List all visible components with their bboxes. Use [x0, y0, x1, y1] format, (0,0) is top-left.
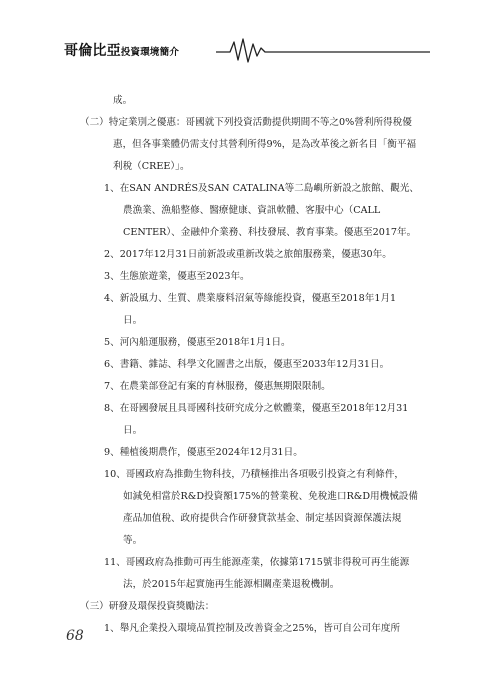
text-line: 產品加值稅、政府提供合作研發貸款基金、制定基因資源保護法規 — [123, 513, 402, 524]
text-line: 10、哥國政府為推動生物科技，乃積極推出各項吸引投資之有利條件， — [104, 469, 405, 480]
text-line: 3、生態旅遊業，優惠至2023年。 — [104, 271, 250, 282]
text-line: 惠，但各事業體仍需支付其營利所得9%，是為改革後之新名目「衡平福 — [113, 139, 417, 150]
text-line: 農漁業、漁船整修、醫療健康、資訊軟體、客服中心（CALL — [123, 205, 381, 216]
text-line: （二）特定業別之優惠：哥國就下列投資活動提供期間不等之0%營利所得稅優 — [80, 117, 412, 128]
text-line: 利稅（CREE）」。 — [113, 161, 190, 172]
page-header — [64, 36, 424, 64]
text-line: 日。 — [123, 315, 143, 326]
text-line: 2、2017年12月31日前新設或重新改裝之旅館服務業，優惠30年。 — [104, 249, 392, 260]
text-line: 7、在農業部登記有案的育林服務，優惠無期限限制。 — [104, 381, 331, 392]
text-line: 成。 — [113, 95, 133, 106]
text-line: 11、哥國政府為推動可再生能源產業，依據第1715號非得稅可再生能源 — [104, 557, 410, 568]
text-line: 等。 — [123, 535, 143, 546]
header-title-main: 哥倫比亞 — [64, 43, 121, 59]
text-line: （三）研發及環保投資獎勵法： — [80, 601, 215, 612]
text-line: 4、新設風力、生質、農業廢料沼氣等綠能投資，優惠至2018年1月1 — [104, 293, 397, 304]
text-line: 9、種植後期農作，優惠至2024年12月31日。 — [104, 447, 303, 458]
text-line: 1、在SAN ANDRÉS及SAN CATALINA等二島嶼所新設之旅館、觀光、 — [104, 183, 419, 194]
text-line: 日。 — [123, 425, 143, 436]
text-line: 5、河內船運服務，優惠至2018年1月1日。 — [104, 337, 291, 348]
heartbeat-line-icon — [216, 36, 430, 64]
text-line: 6、書籍、雜誌、科學文化圖書之出版，優惠至2033年12月31日。 — [104, 359, 390, 370]
text-line: 如減免相當於R&D投資額175%的營業稅、免稅進口R&D用機械設備 — [123, 491, 418, 502]
header-title — [64, 40, 179, 60]
page-number: 68 — [66, 628, 84, 644]
header-title-sub: 投資環境簡介 — [120, 47, 180, 58]
text-line: 1、舉凡企業投入環境品質控制及改善資金之25%，皆可自公司年度所 — [104, 623, 401, 634]
text-line: 8、在哥國發展且具哥國科技研究成分之軟體業，優惠至2018年12月31 — [104, 403, 409, 414]
text-line: 法，於2015年起實施再生能源相關產業退稅機制。 — [123, 579, 340, 590]
text-line: CENTER）、金融仲介業務、科技發展、教育事業。優惠至2017年。 — [123, 227, 417, 238]
